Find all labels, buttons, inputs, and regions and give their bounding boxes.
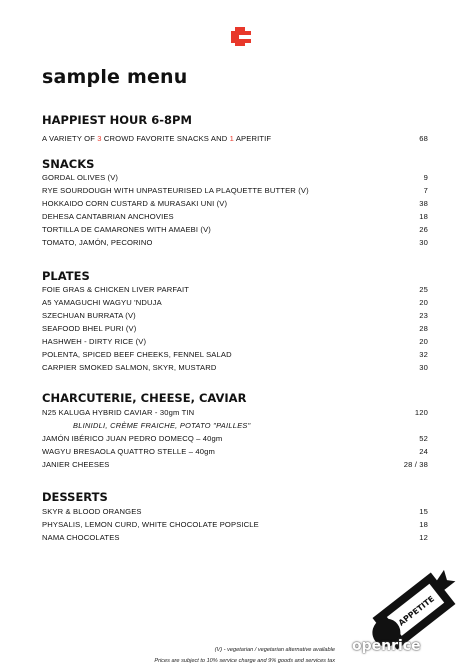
menu-item — [42, 132, 428, 145]
menu-item — [42, 171, 428, 184]
item-price: 7 — [423, 186, 428, 195]
item-name: CARPIER SMOKED SALMON, SKYR, MUSTARD — [42, 363, 217, 372]
item-price: 28 — [419, 324, 428, 333]
item-list — [42, 283, 428, 374]
item-name: FOIE GRAS & CHICKEN LIVER PARFAIT — [42, 285, 190, 294]
item-list — [42, 406, 428, 471]
section-title: SNACKS — [42, 157, 95, 171]
item-list — [42, 505, 428, 544]
menu-item — [42, 236, 428, 249]
item-price: 28 / 38 — [403, 460, 428, 469]
item-price: 20 — [419, 337, 428, 346]
item-note: BLINIDLI, CRÈME FRAICHE, POTATO "PAILLES" — [73, 421, 251, 430]
item-price: 23 — [419, 311, 428, 320]
menu-item — [42, 505, 428, 518]
item-price: 9 — [423, 173, 428, 182]
menu-item — [42, 348, 428, 361]
item-name: RYE SOURDOUGH WITH UNPASTEURISED LA PLAQUETTE BUTTER (V) — [42, 186, 309, 195]
item-name: DEHESA CANTABRIAN ANCHOVIES — [42, 212, 174, 221]
section-title: CHARCUTERIE, CHEESE, CAVIAR — [42, 391, 247, 405]
item-name: SEAFOOD BHEL PURI (V) — [42, 324, 137, 333]
section-title: PLATES — [42, 269, 90, 283]
item-name: POLENTA, SPICED BEEF CHEEKS, FENNEL SALAD — [42, 350, 232, 359]
item-name: SZECHUAN BURRATA (V) — [42, 311, 136, 320]
item-price: 18 — [419, 212, 428, 221]
menu-item — [42, 322, 428, 335]
item-price: 15 — [419, 507, 428, 516]
menu-item — [42, 406, 428, 419]
item-name: SKYR & BLOOD ORANGES — [42, 507, 142, 516]
item-price: 18 — [419, 520, 428, 529]
item-name: HOKKAIDO CORN CUSTARD & MURASAKI UNI (V) — [42, 199, 228, 208]
item-price: 38 — [419, 199, 428, 208]
item-name: WAGYU BRESAOLA QUATTRO STELLE – 40gm — [42, 447, 215, 456]
menu-item — [42, 223, 428, 236]
item-price: 12 — [419, 533, 428, 542]
item-name: HASHWEH - DIRTY RICE (V) — [42, 337, 147, 346]
item-price: 24 — [419, 447, 428, 456]
footer-charges: Prices are subject to 10% service charge and 9% goods and services tax — [154, 658, 335, 664]
item-name: TOMATO, JAMÓN, PECORINO — [42, 238, 153, 247]
item-name: A VARIETY OF 3 CROWD FAVORITE SNACKS AND 1 APERITIF — [42, 134, 272, 143]
menu-item — [42, 335, 428, 348]
menu-item — [42, 445, 428, 458]
section-title: HAPPIEST HOUR 6-8PM — [42, 113, 192, 127]
item-price: 25 — [419, 285, 428, 294]
item-name: NAMA CHOCOLATES — [42, 533, 120, 542]
section-title: DESSERTS — [42, 490, 108, 504]
section-charcuterie — [42, 391, 428, 471]
menu-item — [42, 309, 428, 322]
item-price: 30 — [419, 363, 428, 372]
menu-item — [42, 361, 428, 374]
item-price: 68 — [419, 134, 428, 143]
restaurant-logo — [229, 25, 251, 47]
footer-legend: (V) - vegetarian / vegetarian alternative available — [214, 647, 335, 653]
menu-item — [42, 458, 428, 471]
menu-item — [42, 296, 428, 309]
menu-item — [42, 432, 428, 445]
menu-item — [42, 197, 428, 210]
item-list — [42, 171, 428, 249]
item-name: JAMÓN IBÉRICO JUAN PEDRO DOMECQ – 40gm — [42, 434, 223, 443]
section-plates — [42, 269, 428, 374]
menu-item — [42, 531, 428, 544]
item-price: 26 — [419, 225, 428, 234]
menu-title: sample menu — [42, 66, 188, 88]
item-price: 30 — [419, 238, 428, 247]
item-name: N25 KALUGA HYBRID CAVIAR - 30gm TIN — [42, 408, 195, 417]
item-price: 20 — [419, 298, 428, 307]
item-name: GORDAL OLIVES (V) — [42, 173, 119, 182]
item-name: JANIER CHEESES — [42, 460, 110, 469]
item-price: 120 — [414, 408, 428, 417]
watermark-logo: openrice — [352, 638, 421, 654]
section-desserts — [42, 490, 428, 544]
menu-item — [42, 283, 428, 296]
menu-item — [42, 184, 428, 197]
menu-item — [42, 210, 428, 223]
item-price: 52 — [419, 434, 428, 443]
item-name: A5 YAMAGUCHI WAGYU 'NDUJA — [42, 298, 162, 307]
item-price: 32 — [419, 350, 428, 359]
stamp-label: APPETITE — [396, 594, 437, 628]
menu-item — [42, 518, 428, 531]
item-name: PHYSALIS, LEMON CURD, WHITE CHOCOLATE POPSICLE — [42, 520, 259, 529]
section-happiest-hour — [42, 113, 428, 145]
section-snacks — [42, 157, 428, 249]
item-name: TORTILLA DE CAMARONES WITH AMAEBI (V) — [42, 225, 211, 234]
